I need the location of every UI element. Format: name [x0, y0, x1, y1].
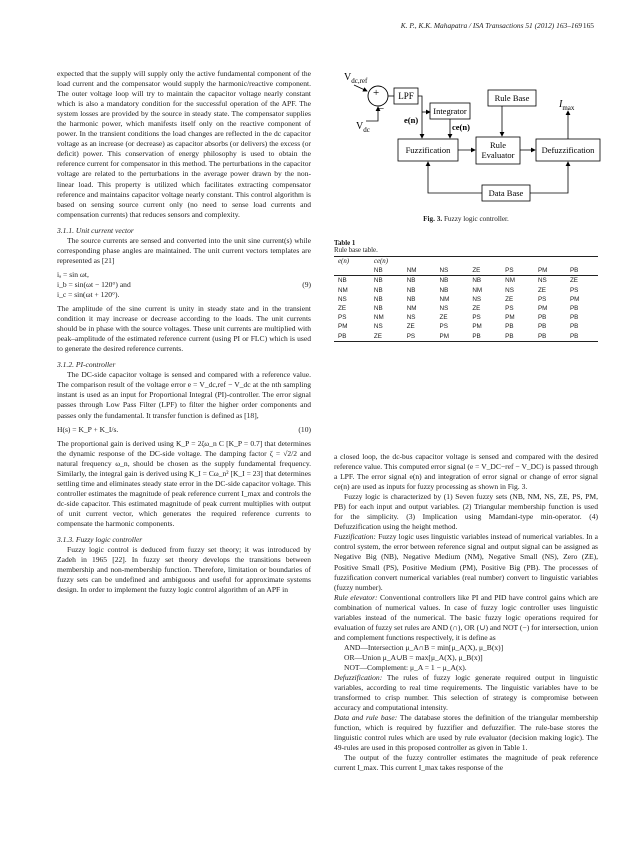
- integrator-label: Integrator: [433, 106, 467, 116]
- data-rule-base-paragraph: Data and rule base: The database stores the definition of the triangular membership function, which is required by fuzzifier and defuzzifier. The rule-base stores the linguistic control rules which are used by rule evaluator (decision making logic). The 49-rules are used in this proposed controller as given in Table 1.: [334, 713, 598, 753]
- equation-ic: i_c = sin(ωt + 120°).: [57, 289, 120, 299]
- equation-ib: i_b = sin(ωt − 120°) and (9): [57, 279, 311, 289]
- rule-evaluator-label-2: Evaluator: [481, 150, 515, 160]
- vdc-label: $V_{dc}$: [356, 121, 370, 134]
- equation-ia: iₐ = sin ωt,: [57, 269, 89, 279]
- table-row: ZE NB NM NS ZE PS PM PB: [338, 305, 579, 313]
- table-title: Table 1: [334, 240, 356, 247]
- cen-label: ce(n): [452, 122, 470, 132]
- lpf-label: LPF: [398, 91, 414, 101]
- col-head-label: ce(n): [370, 257, 598, 267]
- data-rule-base-heading: Data and rule base:: [334, 713, 398, 723]
- table-row: PS NM NS ZE PS PM PB PB: [338, 314, 579, 322]
- section-unit-current-title: 3.1.1. Unit current vector: [57, 225, 134, 235]
- en-label: e(n): [404, 115, 419, 125]
- page-number: 165: [582, 21, 594, 30]
- pi-controller-paragraph-2: The proportional gain is derived using K_P = 2ζω_n C [K_P = 0.7] that determines the dynamic response of the DC-side voltage. The damping factor ζ = √2/2 and natural frequency ω_n, should be chosen as the supply fundamental frequency. Similarly, the integral gain is derived using K_I = Cω_n² [K_I = 23] that determines settling time and eliminates steady state error in the DC-side capacitor voltage. This controller estimates the magnitude of peak reference current I_max and controls the dc-side capacitor. This estimated magnitude of peak current multiplies with output of unit current vector, which generates the required reference currents to compensate the harmonic components.: [57, 438, 311, 528]
- rule-elevator-paragraph: Rule elevator: Conventional controllers like PI and PID have control gains which are combination of numerical values. In case of fuzzy logic controller uses linguistic variables instead of the numerical. The basic fuzzy logic operations required for evaluation of fuzzy set rules are AND (∩), OR (∪) and NOT (−) for intersection, union and complement functions respectively, it is define as: [334, 592, 598, 642]
- fuzzy-controller-diagram: [334, 63, 606, 213]
- left-column: [57, 69, 311, 595]
- running-header: [0, 21, 638, 33]
- defuzzification-paragraph: Defuzzification: The rules of fuzzy logic generate required output in linguistic variables, according to real time requirements. The linguistic variables have to be transformed to crisp number. This selection of strategy is compromise between accuracy and computational intensity.: [334, 673, 598, 713]
- vdc-ref-label: $V_{dc,ref}$: [344, 72, 368, 85]
- journal-citation: K. P., K.K. Mahapatra / ISA Transactions 51 (2012) 163–169: [400, 21, 582, 30]
- lpf-output-line: [418, 96, 422, 125]
- imax-label: $I_{max}$: [559, 99, 575, 112]
- closed-loop-paragraph: a closed loop, the dc-bus capacitor voltage is sensed and compared with the desired reference value. This computed error signal (e = V_DC−ref − V_DC) is passed through a LPF. The error signal e(n) and integration of error signal or change of error signal ce(n) are used as inputs for fuzzy processing as shown in Fig. 3.: [334, 452, 598, 492]
- table-row: NB NB NB NB NB NM NS ZE: [338, 277, 578, 285]
- col-header: PM: [534, 266, 566, 276]
- db-to-fuzz-line: [428, 162, 482, 193]
- figure-caption-text: Fuzzy logic controller.: [443, 215, 509, 223]
- and-operation-line: AND—Intersection μ_A∩B = min[μ_A(X), μ_B(x)]: [344, 642, 504, 652]
- table-row: NS NB NB NM NS ZE PS PM: [338, 295, 580, 303]
- col-header: NS: [436, 266, 469, 276]
- fuzzy-logic-paragraph-1: Fuzzy logic control is deduced from fuzzy set theory; it was introduced by Zadeh in 1965 [22]. In fuzzy set theory develops the transitions between membership and non-membership function. Therefore, limitation or boundaries of fuzzy sets can be undefined and ambiguous and useful for approximate systems design. In order to implement the fuzzy logic control algorithm of an APF in: [57, 545, 311, 595]
- defuzzification-heading: Defuzzification:: [334, 673, 383, 683]
- col-header: PB: [566, 266, 598, 276]
- unit-current-paragraph-2: The amplitude of the sine current is unity in steady state and in the transient condition it may increase or decrease according to the loads. The unit currents should be in phase with the source voltages. These unit currents are multiplied with peak–amplitude of the estimated reference current (using PI or FLC) which is used to generate the desired reference currents.: [57, 304, 311, 354]
- equation-number-10: (10): [298, 424, 311, 434]
- table-row: PB ZE PS PM PB PB PB PB: [334, 332, 598, 342]
- right-column: [334, 452, 598, 774]
- data-base-label: Data Base: [488, 188, 524, 198]
- intro-paragraph: expected that the supply will supply only the active fundamental component of the load current and the compensator would supply the harmonic/reactive component. The outer voltage loop will try to maintain the capacitor voltage nearly constant which is also a mandatory condition for the successful operation of the APF. The system losses are provided by the source in steady state. The compensator supplies the harmonic power, which manifests itself only on the reactive component of power. In the transient conditions the load changes are reflected in the dc capacitor voltage as an increase (or decrease) as capacitor absorbs (or delivers) the excess (or deficit) power. This conservation of energy philosophy is used to obtain the reference current for compensator in this method. The perturbations in the capacitor voltage are related to the perturbations in the average power drawn by the non-linear load. This property is utilized which facilitates extracting compensator reference and maintains capacitor voltage nearly constant. This control algorithm is based on sensing source current only (no need to sense load currents and compensation currents) that reduces sensors and complexity.: [57, 69, 311, 219]
- col-header: NB: [370, 266, 403, 276]
- rule-elevator-heading: Rule elevator:: [334, 592, 378, 602]
- rule-base-table: [334, 240, 598, 342]
- defuzzification-label: Defuzzification: [541, 145, 595, 155]
- rule-evaluator-label-1: Rule: [489, 140, 507, 150]
- table-subtitle: Rule base table.: [334, 247, 378, 254]
- vdc-line: [366, 107, 378, 121]
- sum-minus-sign: −: [378, 103, 385, 115]
- not-operation-line: NOT—Complement: μ_A = 1 − μ_A(x).: [344, 662, 467, 672]
- section-pi-controller-title: 3.1.2. PI-controller: [57, 360, 116, 370]
- fuzzification-paragraph: Fuzzification: Fuzzy logic uses linguistic variables instead of numerical variables. In a control system, the error between reference signal and output signal can be assigned as Negative Big (NB), Negative Medium (NM), Negative Small (NS), Zero (ZE), Positive Small (PS), Positive Medium (PM), Positive Big (PB). The processes of fuzzification convert numerical variables (real number) convert to linguistic variables (fuzzy number).: [334, 532, 598, 592]
- table-header-row-2: [334, 266, 598, 276]
- table-header-row-1: [334, 257, 598, 267]
- col-header: ZE: [468, 266, 501, 276]
- sum-plus-sign: +: [373, 87, 380, 99]
- pi-controller-paragraph-1: The DC-side capacitor voltage is sensed and compared with a reference value. The comparison result of the voltage error e = V_dc,ref − V_dc at the nth sampling instant is used as an input for Proportional Integral (PI)-controller. The error signal passes through Low Pass Filter (LPF) to filter the higher order components and passes only the fundamental. It transfer function is defined as [18],: [57, 370, 311, 420]
- db-to-defuzz-line: [530, 162, 568, 193]
- row-head-label: e(n): [334, 257, 370, 267]
- col-header: PS: [501, 266, 534, 276]
- fuzzification-heading: Fuzzification:: [334, 532, 376, 542]
- table-row: PM NS ZE PS PM PB PB PB: [338, 323, 579, 331]
- fuzzification-label: Fuzzification: [405, 145, 451, 155]
- equation-transfer-function: H(s) = K_P + K_I/s. (10): [57, 424, 311, 434]
- rule-base-label: Rule Base: [494, 93, 530, 103]
- figure-caption-number: Fig. 3.: [423, 215, 443, 223]
- table-row: NM NB NB NB NM NS ZE PS: [338, 286, 579, 294]
- fuzzy-output-paragraph: The output of the fuzzy controller estimates the magnitude of peak reference current I_max. This current I_max takes response of the: [334, 753, 598, 773]
- unit-current-paragraph-1: The source currents are sensed and converted into the unit sine current(s) while corresponding phase angles are maintained. The unit current vectors templates are represented as [21]: [57, 235, 311, 265]
- equation-number-9: (9): [302, 279, 311, 289]
- or-operation-line: OR—Union μ_A∪B = max[μ_A(X), μ_B(x)]: [344, 652, 483, 662]
- figure-caption: [334, 215, 598, 223]
- vdc-ref-line: [354, 85, 367, 91]
- fuzzy-characteristics-paragraph: Fuzzy logic is characterized by (1) Seven fuzzy sets (NB, NM, NS, ZE, PS, PM, PB) for each input and output variables. (2) Triangular membership function is used for the simplicity. (3) Implication using Mamdani-type min-operator. (4) Defuzzification using the height method.: [334, 492, 598, 532]
- col-header: NM: [403, 266, 436, 276]
- section-fuzzy-logic-title: 3.1.3. Fuzzy logic controller: [57, 535, 143, 545]
